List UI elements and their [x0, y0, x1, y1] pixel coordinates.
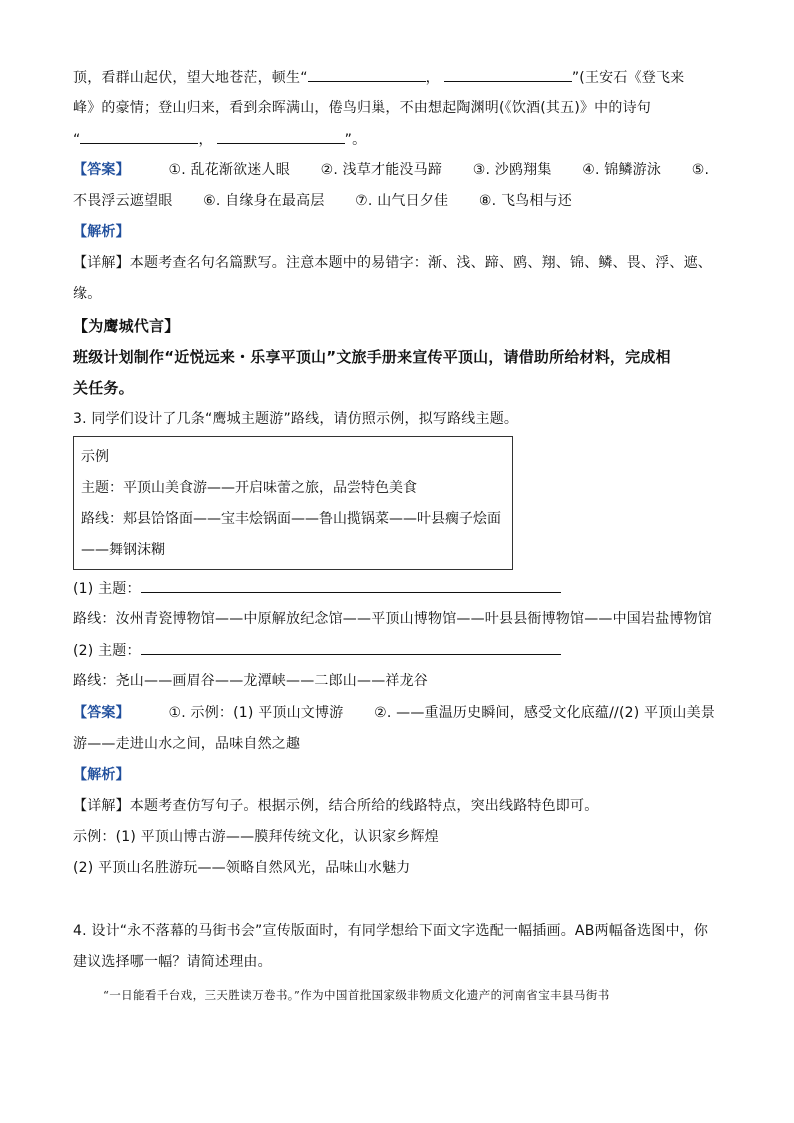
fill-blank	[308, 67, 426, 82]
sub-question-label: (2) 主题：	[73, 643, 141, 659]
fill-blank	[80, 129, 198, 144]
answer-item: ③. 沙鸥翔集	[472, 162, 552, 178]
quote-line: “一日能看千台戏，三天胜读万卷书。”作为中国首批国家级非物质文化遗产的河南省宝丰县马街书	[103, 988, 610, 1002]
answer-1-line-1	[73, 160, 709, 180]
sub-question-2	[73, 640, 561, 661]
example-title: 示例	[81, 449, 109, 465]
poem-comma: ，	[198, 132, 213, 148]
answer-blank	[141, 578, 561, 593]
analysis-tag: 【解析】	[73, 767, 130, 783]
example-answer-2: (2) 平顶山名胜游玩——领略自然风光，品味山水魅力	[73, 860, 411, 876]
answer-blank	[141, 640, 561, 655]
example-theme: 主题：平顶山美食游——开启味蕾之旅，品尝特色美食	[81, 480, 417, 496]
answer-item: ②. ——重温历史瞬间，感受文化底蕴//(2) 平顶山美景	[374, 705, 716, 721]
example-answer-1: 示例：(1) 平顶山博古游——膜拜传统文化，认识家乡辉煌	[73, 829, 439, 845]
task-intro-line-1: 班级计划制作“近悦远来・乐享平顶山”文旅手册来宣传平顶山，请借助所给材料，完成相	[73, 348, 671, 366]
question-3-stem: 3. 同学们设计了几条“鹰城主题游”路线，请仿照示例，拟写路线主题。	[73, 411, 519, 427]
detail-line-2: 缘。	[73, 286, 102, 302]
answer-3-line-1	[73, 703, 715, 723]
sub-question-2-route: 路线：尧山——画眉谷——龙潭峡——二郎山——祥龙谷	[73, 673, 428, 689]
answer-3-line-2: 游——走进山水之间，品味自然之趣	[73, 736, 301, 752]
question-4-stem-line-1: 4. 设计“永不落幕的马街书会”宣传版面时，有同学想给下面文字选配一幅插画。AB两幅备选图中，你	[73, 923, 709, 939]
poem-comma: ，	[425, 70, 440, 86]
answer-item: 不畏浮云遮望眼	[73, 193, 173, 209]
answer-tag: 【答案】	[73, 162, 130, 178]
answer-item: ①. 乱花渐欲迷人眼	[168, 162, 290, 178]
sub-question-1-route: 路线：汝州青瓷博物馆——中原解放纪念馆——平顶山博物馆——叶县县衙博物馆——中国岩盐博物馆	[73, 611, 712, 627]
fill-blank	[217, 129, 345, 144]
poem-text: ”(王安石《登飞来	[571, 70, 685, 86]
detail-line: 【详解】本题考查仿写句子。根据示例，结合所给的线路特点，突出线路特色即可。	[73, 798, 599, 814]
answer-item: ②. 浅草才能没马蹄	[320, 162, 443, 178]
answer-item: ⑦. 山气日夕佳	[355, 193, 449, 209]
poem-line-2: 峰》的豪情；登山归来，看到余晖满山，倦鸟归巢，不由想起陶渊明(《饮酒(其五)》中的诗句	[73, 100, 651, 116]
answer-item: ④. 锦鳞游泳	[582, 162, 662, 178]
answer-item: ⑧. 飞鸟相与还	[478, 193, 572, 209]
example-route: 路线：郏县饸饹面——宝丰烩锅面——鲁山揽锅菜——叶县瘸子烩面	[81, 511, 501, 527]
section-heading: 【为鹰城代言】	[73, 317, 180, 335]
poem-text: “	[73, 132, 81, 148]
question-4-stem-line-2: 建议选择哪一幅？请简述理由。	[73, 954, 272, 970]
answer-1-line-2	[73, 191, 572, 211]
poem-text: 顶，看群山起伏，望大地苍茫，顿生“	[73, 70, 308, 86]
fill-blank	[444, 67, 572, 82]
example-route-cont: ——舞钢沫糊	[81, 542, 165, 558]
sub-question-1	[73, 578, 561, 599]
example-box	[73, 436, 513, 570]
answer-item: ⑤.	[691, 162, 710, 178]
answer-item: ⑥. 自缘身在最高层	[203, 193, 325, 209]
poem-line-1	[73, 67, 684, 88]
sub-question-label: (1) 主题：	[73, 581, 141, 597]
poem-text: ”。	[344, 132, 367, 148]
detail-line-1: 【详解】本题考查名句名篇默写。注意本题中的易错字：渐、浅、蹄、鸥、翔、锦、鳞、畏、浮、遮、	[73, 255, 712, 271]
answer-tag: 【答案】	[73, 705, 130, 721]
poem-line-3	[73, 129, 366, 150]
task-intro-line-2: 关任务。	[73, 379, 134, 397]
analysis-tag: 【解析】	[73, 224, 130, 240]
answer-item: ①. 示例：(1) 平顶山文博游	[168, 705, 344, 721]
